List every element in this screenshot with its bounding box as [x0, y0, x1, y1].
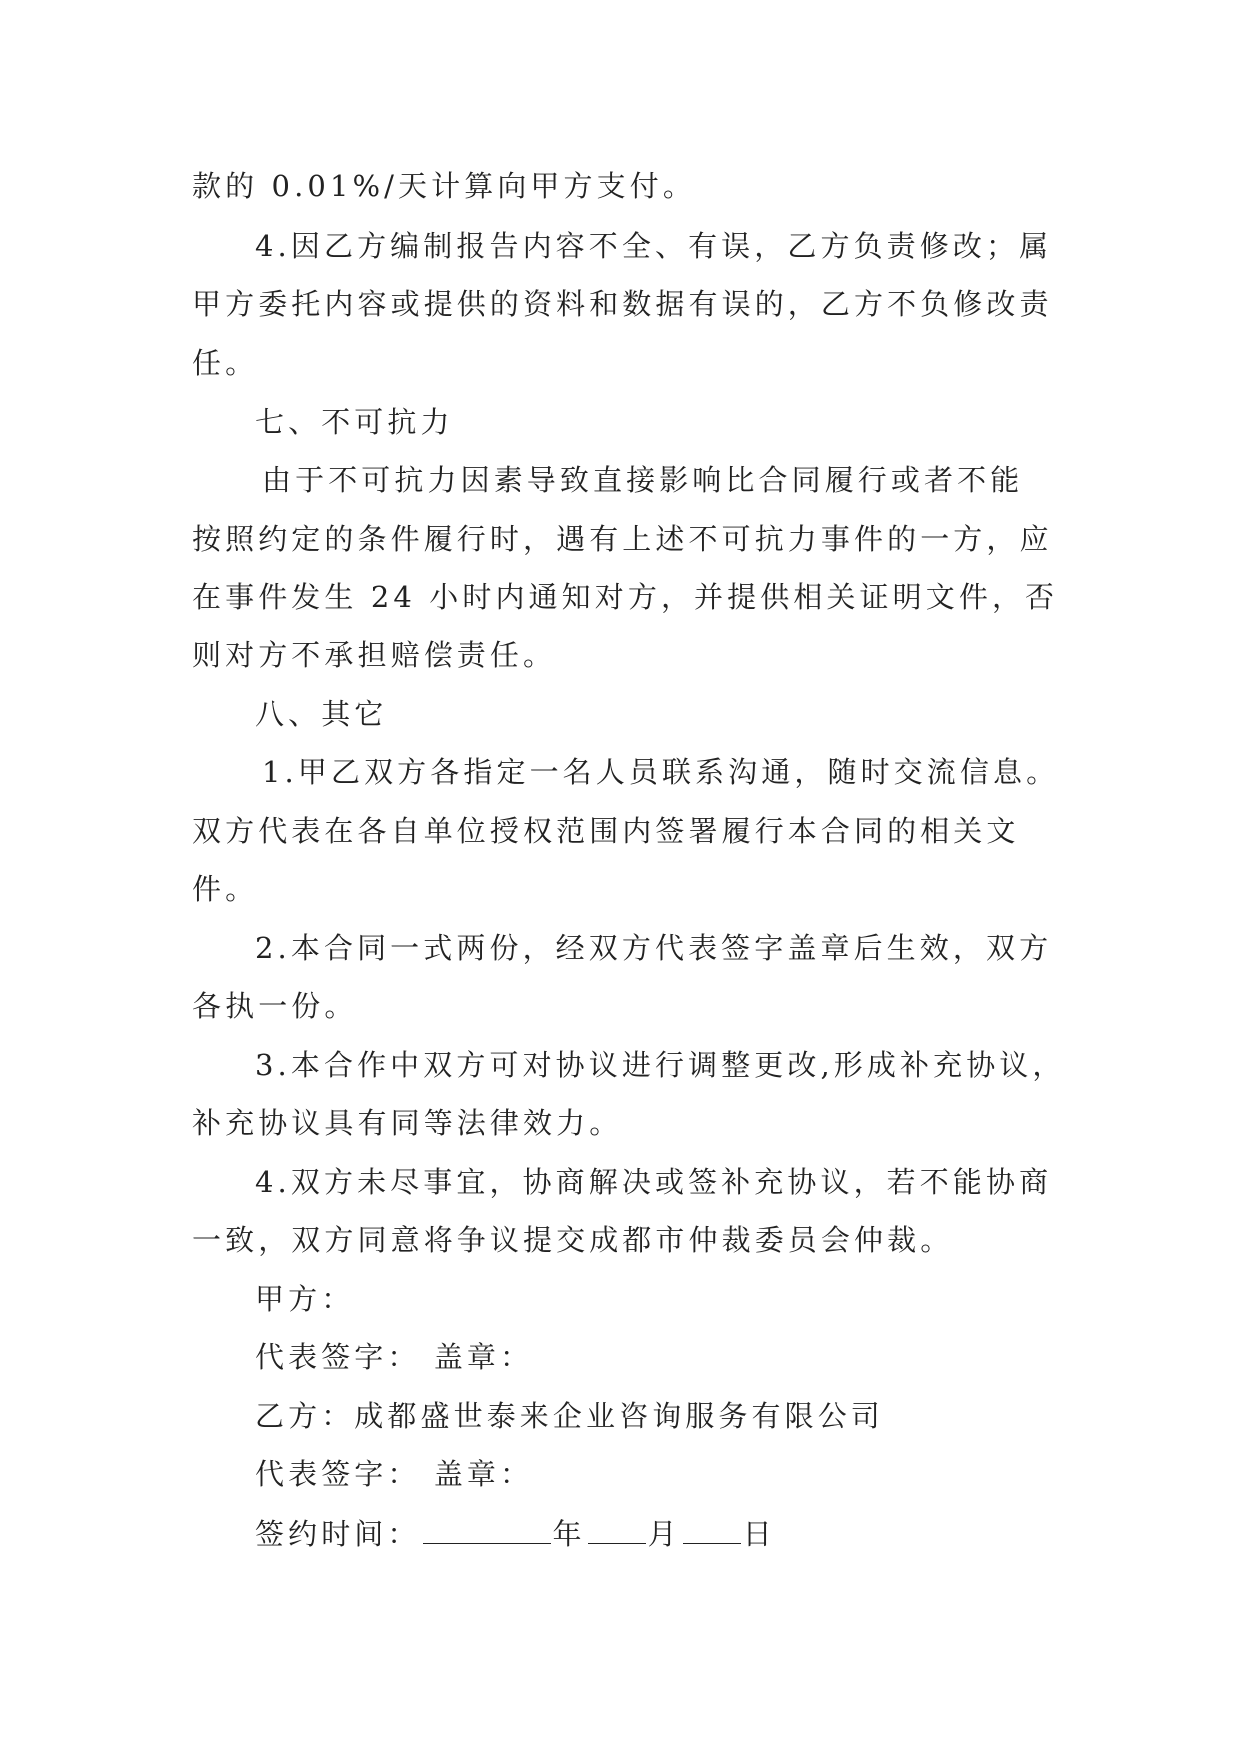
- text-line: 由于不可抗力因素导致直接影响比合同履行或者不能: [262, 463, 1024, 497]
- text-line: 双方代表在各自单位授权范围内签署履行本合同的相关文: [192, 814, 1020, 848]
- year-label: 年: [552, 1517, 586, 1551]
- text-line: 4.因乙方编制报告内容不全、有误，乙方负责修改；属: [255, 229, 1053, 263]
- text-line: 甲方委托内容或提供的资料和数据有误的，乙方不负修改责: [192, 287, 1053, 321]
- text-line: 件。: [192, 872, 259, 906]
- party-a-signature-line: 代表签字： 盖章：: [255, 1340, 534, 1374]
- text-line: 4.双方未尽事宜，协商解决或签补充协议，若不能协商: [255, 1165, 1053, 1199]
- party-b-signature-line: 代表签字： 盖章：: [255, 1457, 534, 1491]
- section-heading: 八、其它: [255, 697, 388, 731]
- text-line: 按照约定的条件履行时，遇有上述不可抗力事件的一方，应: [192, 522, 1053, 556]
- text-line: 在事件发生 24 小时内通知对方，并提供相关证明文件，否: [192, 580, 1059, 614]
- section-heading: 七、不可抗力: [255, 405, 454, 439]
- text-line: 一致，双方同意将争议提交成都市仲裁委员会仲裁。: [192, 1223, 954, 1257]
- text-line: 任。: [192, 346, 259, 380]
- text-line: 各执一份。: [192, 989, 358, 1023]
- month-label: 月: [647, 1517, 681, 1551]
- party-b-label: 乙方：成都盛世泰来企业咨询服务有限公司: [255, 1399, 884, 1433]
- day-label: 日: [742, 1517, 776, 1551]
- text-line: 1.甲乙双方各指定一名人员联系沟通，随时交流信息。: [262, 755, 1060, 789]
- text-line: 2.本合同一式两份，经双方代表签字盖章后生效，双方: [255, 931, 1053, 965]
- text-line: 则对方不承担赔偿责任。: [192, 638, 557, 672]
- sign-date-line: [255, 1513, 776, 1554]
- text-line: 3.本合作中双方可对协议进行调整更改,形成补充协议，: [255, 1048, 1066, 1082]
- sign-date-label: 签约时间：: [255, 1517, 421, 1551]
- text-line: 款的 0.01%/天计算向甲方支付。: [192, 169, 696, 203]
- year-blank: [423, 1513, 551, 1544]
- month-blank: [588, 1513, 646, 1544]
- text-line: 补充协议具有同等法律效力。: [192, 1106, 623, 1140]
- party-a-label: 甲方：: [255, 1282, 355, 1316]
- day-blank: [683, 1513, 741, 1544]
